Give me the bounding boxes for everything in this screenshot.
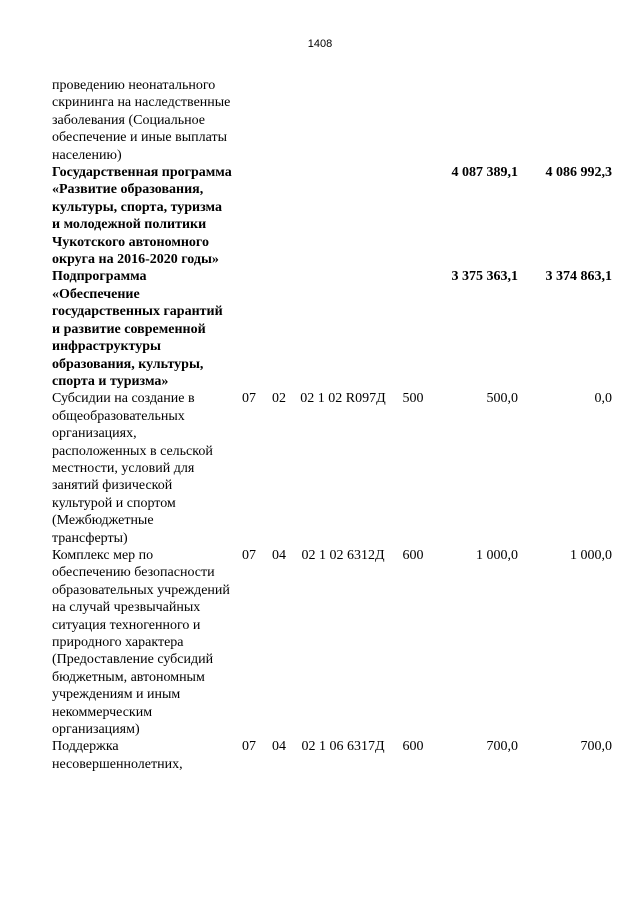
amount-year-2: 700,0 bbox=[580, 739, 612, 755]
section-code: 07 bbox=[242, 547, 256, 563]
row-name: проведению неонатального скрининга на наследственные заболевания (Социальное обеспечение и иные выплаты населению) bbox=[52, 78, 231, 163]
amount-year-2 bbox=[518, 77, 612, 164]
budget-table bbox=[52, 77, 612, 773]
subsection-code bbox=[266, 164, 292, 268]
target-article-code: 02 1 06 6317Д bbox=[301, 739, 385, 755]
table-row bbox=[52, 268, 612, 390]
amount-year-2: 3 374 863,1 bbox=[545, 269, 612, 285]
amount-year-2: 1 000,0 bbox=[570, 547, 612, 563]
subsection-code bbox=[266, 77, 292, 164]
amount-year-1: 3 375 363,1 bbox=[451, 269, 518, 285]
target-article-code bbox=[292, 164, 394, 268]
table-row bbox=[52, 390, 612, 547]
amount-year-1: 500,0 bbox=[486, 391, 518, 407]
expense-type-code: 600 bbox=[402, 547, 424, 563]
amount-year-2: 0,0 bbox=[594, 391, 612, 407]
table-row bbox=[52, 77, 612, 164]
amount-year-1: 1 000,0 bbox=[476, 547, 518, 563]
expense-type-code bbox=[394, 164, 432, 268]
row-name: Комплекс мер по обеспечению безопасности образовательных учреждений на случай чрезвычайных ситуация техногенного и природного характера (Предоставление субсидий бюджетным, автономным учреждениям и иным некоммерческим организациям) bbox=[52, 547, 230, 738]
budget-table-body bbox=[52, 77, 612, 773]
expense-type-code: 600 bbox=[402, 739, 424, 755]
amount-year-2: 4 086 992,3 bbox=[545, 165, 612, 181]
target-article-code bbox=[292, 268, 394, 390]
section-code: 07 bbox=[242, 739, 256, 755]
target-article-code: 02 1 02 R097Д bbox=[300, 391, 386, 407]
expense-type-code bbox=[394, 77, 432, 164]
expense-type-code: 500 bbox=[402, 391, 424, 407]
table-row bbox=[52, 547, 612, 738]
page-number: 1408 bbox=[307, 38, 333, 50]
row-name: Поддержка несовершеннолетних, bbox=[52, 739, 183, 772]
row-name: Субсидии на создание в общеобразовательных организациях, расположенных в сельской местности, условий для занятий физической культурой и спортом (Межбюджетные трансферты) bbox=[52, 391, 213, 546]
subsection-code bbox=[266, 268, 292, 390]
section-code: 07 bbox=[242, 391, 256, 407]
table-row bbox=[52, 738, 612, 773]
amount-year-1 bbox=[432, 77, 518, 164]
section-code bbox=[232, 268, 266, 390]
row-name: Подпрограмма «Обеспечение государственных гарантий и развитие современной инфраструктуры образования, культуры, спорта и туризма» bbox=[52, 269, 223, 389]
section-code bbox=[232, 77, 266, 164]
table-row bbox=[52, 164, 612, 268]
expense-type-code bbox=[394, 268, 432, 390]
target-article-code bbox=[292, 77, 394, 164]
row-name: Государственная программа «Развитие образования, культуры, спорта, туризма и молодежной политики Чукотского автономного округа на 2016-2020 годы» bbox=[52, 165, 232, 268]
subsection-code: 04 bbox=[272, 547, 286, 563]
subsection-code: 04 bbox=[272, 739, 286, 755]
amount-year-1: 4 087 389,1 bbox=[451, 165, 518, 181]
target-article-code: 02 1 02 6312Д bbox=[301, 547, 385, 563]
amount-year-1: 700,0 bbox=[486, 739, 518, 755]
subsection-code: 02 bbox=[272, 391, 286, 407]
section-code bbox=[232, 164, 266, 268]
